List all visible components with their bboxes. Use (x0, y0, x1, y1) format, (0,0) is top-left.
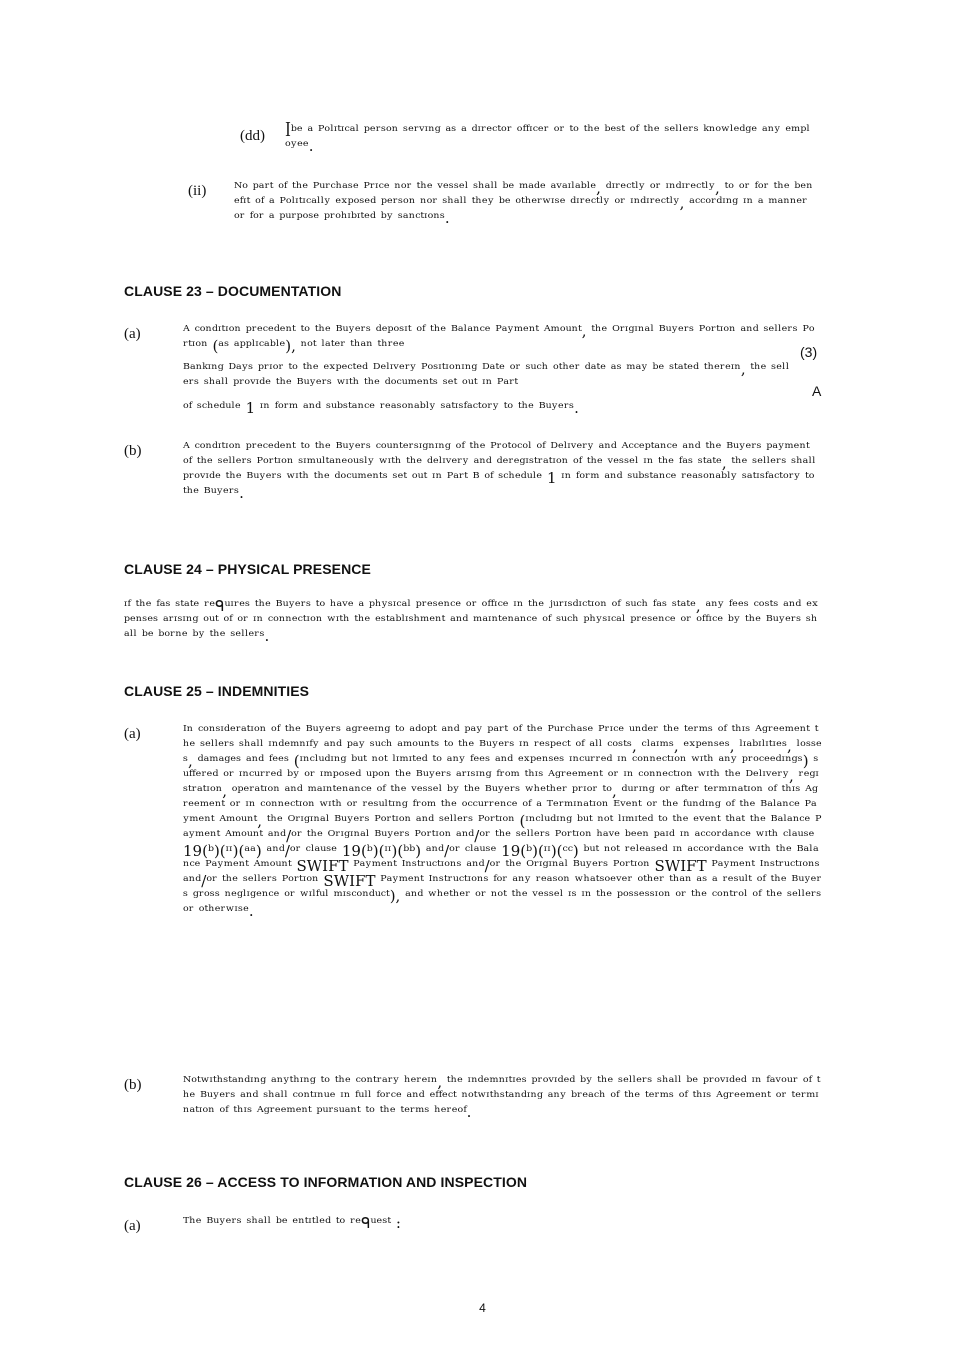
clause-23-a-fragment: (3) (800, 344, 818, 360)
item-text-ii: ᴺᵒ ᵖᵃʳᵗ ᵒᶠ ᵗʰᵉ ᴾᵘʳᶜʰᵃˢᵉ ᴾʳᶦᶜᵉ ⁿᵒʳ ᵗʰᵉ ᵛᵉˢˢᵉˡ ˢʰᵃˡˡ ᵇᵉ ᵐᵃᵈᵉ ᵃᵛᵃᶦˡᵃᵇˡᵉ, ᵈᶦʳᵉᶜᵗˡʸ ᵒʳ ᶦⁿᵈᶦʳᵉᶜᵗˡʸ, ᵗᵒ ᵒʳ ᶠᵒʳ ᵗʰᵉ ᵇᵉⁿᵉᶠᶦᵗ ᵒᶠ ᵃ ᴾᵒˡᶦᵗᶦᶜᵃˡˡʸ ᵉˣᵖᵒˢᵉᵈ ᵖᵉʳˢᵒⁿ ⁿᵒʳ ˢʰᵃˡˡ ᵗʰᵉʸ ᵇᵉ ᵒᵗʰᵉʳʷᶦˢᵉ ᵈᶦʳᵉᶜᵗˡʸ ᵒʳ ᶦⁿᵈᶦʳᵉᶜᵗˡʸ, ᵃᶜᶜᵒʳᵈᶦⁿᵍ ᶦⁿ ᵃ ᵐᵃⁿⁿᵉʳ ᵒʳ ᶠᵒʳ ᵃ ᵖᵘʳᵖᵒˢᵉ ᵖʳᵒʰᶦᵇᶦᵗᵉᵈ ᵇʸ ˢᵃⁿᶜᵗᶦᵒⁿˢ. (234, 179, 813, 227)
clause-25-b-marker: (b) (124, 1077, 142, 1093)
item-marker-ii: (ii) (188, 183, 207, 199)
clause-23-b-text: ᴬ ᶜᵒⁿᵈᶦᵗᶦᵒⁿ ᵖʳᵉᶜᵉᵈᵉⁿᵗ ᵗᵒ ᵗʰᵉ ᴮᵘʸᵉʳˢ ᶜᵒᵘⁿᵗᵉʳˢᶦᵍⁿᶦⁿᵍ ᵒᶠ ᵗʰᵉ ᴾʳᵒᵗᵒᶜᵒˡ ᵒᶠ ᴰᵉˡᶦᵛᵉʳʸ ᵃⁿᵈ ᴬᶜᶜᵉᵖᵗᵃⁿᶜᵉ ᵃⁿᵈ ᵗʰᵉ ᴮᵘʸᵉʳˢ ᵖᵃʸᵐᵉⁿᵗ ᵒᶠ ᵗʰᵉ ˢᵉˡˡᵉʳˢ ᴾᵒʳᵗᶦᵒⁿ ˢᶦᵐᵘˡᵗᵃⁿᵉᵒᵘˢˡʸ ʷᶦᵗʰ ᵗʰᵉ ᵈᵉˡᶦᵛᵉʳʸ ᵃⁿᵈ ᵈᵉʳᵉᵍᶦˢᵗʳᵃᵗᶦᵒⁿ ᵒᶠ ᵗʰᵉ ᵛᵉˢˢᵉˡ ᶦⁿ ᵗʰᵉ ᶠᵃˢ ˢᵗᵃᵗᵉ, ᵗʰᵉ ˢᵉˡˡᵉʳˢ ˢʰᵃˡˡ ᵖʳᵒᵛᶦᵈᵉ ᵗʰᵉ ᴮᵘʸᵉʳˢ ʷᶦᵗʰ ᵗʰᵉ ᵈᵒᶜᵘᵐᵉⁿᵗˢ ˢᵉᵗ ᵒᵘᵗ ᶦⁿ ᴾᵃʳᵗ ᴮ ᵒᶠ ˢᶜʰᵉᵈᵘˡᵉ 1 ᶦⁿ ᶠᵒʳᵐ ᵃⁿᵈ ˢᵘᵇˢᵗᵃⁿᶜᵉ ʳᵉᵃˢᵒⁿᵃᵇˡʸ ˢᵃᵗᶦˢᶠᵃᶜᵗᵒʳʸ ᵗᵒ ᵗʰᵉ ᴮᵘʸᵉʳˢ. (183, 439, 821, 502)
clause-25-b-text: ᴺᵒᵗʷᶦᵗʰˢᵗᵃⁿᵈᶦⁿᵍ ᵃⁿʸᵗʰᶦⁿᵍ ᵗᵒ ᵗʰᵉ ᶜᵒⁿᵗʳᵃʳʸ ʰᵉʳᵉᶦⁿ, ᵗʰᵉ ᶦⁿᵈᵉᵐⁿᶦᵗᶦᵉˢ ᵖʳᵒᵛᶦᵈᵉᵈ ᵇʸ ᵗʰᵉ ˢᵉˡˡᵉʳˢ ˢʰᵃˡˡ ᵇᵉ ᵖʳᵒᵛᶦᵈᵉᵈ ᶦⁿ ᶠᵃᵛᵒᵘʳ ᵒᶠ ᵗʰᵉ ᴮᵘʸᵉʳˢ ᵃⁿᵈ ˢʰᵃˡˡ ᶜᵒⁿᵗᶦⁿᵘᵉ ᶦⁿ ᶠᵘˡˡ ᶠᵒʳᶜᵉ ᵃⁿᵈ ᵉᶠᶠᵉᶜᵗ ⁿᵒᵗʷᶦᵗʰˢᵗᵃⁿᵈᶦⁿᵍ ᵃⁿʸ ᵇʳᵉᵃᶜʰ ᵒᶠ ᵗʰᵉ ᵗᵉʳᵐˢ ᵒᶠ ᵗʰᶦˢ ᴬᵍʳᵉᵉᵐᵉⁿᵗ ᵒʳ ᵗᵉʳᵐᶦⁿᵃᵗᶦᵒⁿ ᵒᶠ ᵗʰᶦˢ ᴬᵍʳᵉᵉᵐᵉⁿᵗ ᵖᵘʳˢᵘᵃⁿᵗ ᵗᵒ ᵗʰᵉ ᵗᵉʳᵐˢ ʰᵉʳᵉᵒᶠ. (183, 1073, 821, 1121)
clause-23-a-text-3: ᵒᶠ ˢᶜʰᵉᵈᵘˡᵉ 1 ᶦⁿ ᶠᵒʳᵐ ᵃⁿᵈ ˢᵘᵇˢᵗᵃⁿᶜᵉ ʳᵉᵃˢᵒⁿᵃᵇˡʸ ˢᵃᵗᶦˢᶠᵃᶜᵗᵒʳʸ ᵗᵒ ᵗʰᵉ ᴮᵘʸᵉʳˢ. (183, 399, 579, 417)
clause-25-a-text: ᴵⁿ ᶜᵒⁿˢᶦᵈᵉʳᵃᵗᶦᵒⁿ ᵒᶠ ᵗʰᵉ ᴮᵘʸᵉʳˢ ᵃᵍʳᵉᵉᶦⁿᵍ ᵗᵒ ᵃᵈᵒᵖᵗ ᵃⁿᵈ ᵖᵃʸ ᵖᵃʳᵗ ᵒᶠ ᵗʰᵉ ᴾᵘʳᶜʰᵃˢᵉ ᴾʳᶦᶜᵉ ᵘⁿᵈᵉʳ ᵗʰᵉ ᵗᵉʳᵐˢ ᵒᶠ ᵗʰᶦˢ ᴬᵍʳᵉᵉᵐᵉⁿᵗ ᵗʰᵉ ˢᵉˡˡᵉʳˢ ˢʰᵃˡˡ ᶦⁿᵈᵉᵐⁿᶦᶠʸ ᵃⁿᵈ ᵖᵃʸ ˢᵘᶜʰ ᵃᵐᵒᵘⁿᵗˢ ᵗᵒ ᵗʰᵉ ᴮᵘʸᵉʳˢ ᶦⁿ ʳᵉˢᵖᵉᶜᵗ ᵒᶠ ᵃˡˡ ᶜᵒˢᵗˢ, ᶜˡᵃᶦᵐˢ, ᵉˣᵖᵉⁿˢᵉˢ, ˡᶦᵃᵇᶦˡᶦᵗᶦᵉˢ, ˡᵒˢˢᵉˢ, ᵈᵃᵐᵃᵍᵉˢ ᵃⁿᵈ ᶠᵉᵉˢ (ᶦⁿᶜˡᵘᵈᶦⁿᵍ ᵇᵘᵗ ⁿᵒᵗ ˡᶦᵐᶦᵗᵉᵈ ᵗᵒ ᵃⁿʸ ᶠᵉᵉˢ ᵃⁿᵈ ᵉˣᵖᵉⁿˢᵉˢ ᶦⁿᶜᵘʳʳᵉᵈ ᶦⁿ ᶜᵒⁿⁿᵉᶜᵗᶦᵒⁿ ʷᶦᵗʰ ᵃⁿʸ ᵖʳᵒᶜᵉᵉᵈᶦⁿᵍˢ) ˢᵘᶠᶠᵉʳᵉᵈ ᵒʳ ᶦⁿᶜᵘʳʳᵉᵈ ᵇʸ ᵒʳ ᶦᵐᵖᵒˢᵉᵈ ᵘᵖᵒⁿ ᵗʰᵉ ᴮᵘʸᵉʳˢ ᵃʳᶦˢᶦⁿᵍ ᶠʳᵒᵐ ᵗʰᶦˢ ᴬᵍʳᵉᵉᵐᵉⁿᵗ ᵒʳ ᶦⁿ ᶜᵒⁿⁿᵉᶜᵗᶦᵒⁿ ʷᶦᵗʰ ᵗʰᵉ ᴰᵉˡᶦᵛᵉʳʸ, ʳᵉᵍᶦˢᵗʳᵃᵗᶦᵒⁿ, ᵒᵖᵉʳᵃᵗᶦᵒⁿ ᵃⁿᵈ ᵐᵃᶦⁿᵗᵉⁿᵃⁿᶜᵉ ᵒᶠ ᵗʰᵉ ᵛᵉˢˢᵉˡ ᵇʸ ᵗʰᵉ ᴮᵘʸᵉʳˢ ʷʰᵉᵗʰᵉʳ ᵖʳᶦᵒʳ ᵗᵒ, ᵈᵘʳᶦⁿᵍ ᵒʳ ᵃᶠᵗᵉʳ ᵗᵉʳᵐᶦⁿᵃᵗᶦᵒⁿ ᵒᶠ ᵗʰᶦˢ ᴬᵍʳᵉᵉᵐᵉⁿᵗ ᵒʳ ᶦⁿ ᶜᵒⁿⁿᵉᶜᵗᶦᵒⁿ ʷᶦᵗʰ ᵒʳ ʳᵉˢᵘˡᵗᶦⁿᵍ ᶠʳᵒᵐ ᵗʰᵉ ᵒᶜᶜᵘʳʳᵉⁿᶜᵉ ᵒᶠ ᵃ ᵀᵉʳᵐᶦⁿᵃᵗᶦᵒⁿ ᴱᵛᵉⁿᵗ ᵒʳ ᵗʰᵉ ᶠᵘⁿᵈᶦⁿᵍ ᵒᶠ ᵗʰᵉ ᴮᵃˡᵃⁿᶜᵉ ᴾᵃʸᵐᵉⁿᵗ ᴬᵐᵒᵘⁿᵗ, ᵗʰᵉ ᴼʳᶦᵍᶦⁿᵃˡ ᴮᵘʸᵉʳˢ ᴾᵒʳᵗᶦᵒⁿ ᵃⁿᵈ ˢᵉˡˡᵉʳˢ ᴾᵒʳᵗᶦᵒⁿ (ᶦⁿᶜˡᵘᵈᶦⁿᵍ ᵇᵘᵗ ⁿᵒᵗ ˡᶦᵐᶦᵗᵉᵈ ᵗᵒ ᵗʰᵉ ᵉᵛᵉⁿᵗ ᵗʰᵃᵗ ᵗʰᵉ ᴮᵃˡᵃⁿᶜᵉ ᴾᵃʸᵐᵉⁿᵗ ᴬᵐᵒᵘⁿᵗ ᵃⁿᵈ/ᵒʳ ᵗʰᵉ ᴼʳᶦᵍᶦⁿᵃˡ ᴮᵘʸᵉʳˢ ᴾᵒʳᵗᶦᵒⁿ ᵃⁿᵈ/ᵒʳ ᵗʰᵉ ˢᵉˡˡᵉʳˢ ᴾᵒʳᵗᶦᵒⁿ ʰᵃᵛᵉ ᵇᵉᵉⁿ ᵖᵃᶦᵈ ᶦⁿ ᵃᶜᶜᵒʳᵈᵃⁿᶜᵉ ʷᶦᵗʰ ᶜˡᵃᵘˢᵉ 19(ᵇ)(ᶦᶦ)(ᵃᵃ) ᵃⁿᵈ/ᵒʳ ᶜˡᵃᵘˢᵉ 19(ᵇ)(ᶦᶦ)(ᵇᵇ) ᵃⁿᵈ/ᵒʳ ᶜˡᵃᵘˢᵉ 19(ᵇ)(ᶦᶦ)(ᶜᶜ) ᵇᵘᵗ ⁿᵒᵗ ʳᵉˡᵉᵃˢᵉᵈ ᶦⁿ ᵃᶜᶜᵒʳᵈᵃⁿᶜᵉ ʷᶦᵗʰ ᵗʰᵉ ᴮᵃˡᵃⁿᶜᵉ ᴾᵃʸᵐᵉⁿᵗ ᴬᵐᵒᵘⁿᵗ SWIFT ᴾᵃʸᵐᵉⁿᵗ ᴵⁿˢᵗʳᵘᶜᵗᶦᵒⁿˢ ᵃⁿᵈ/ᵒʳ ᵗʰᵉ ᴼʳᶦᵍᶦⁿᵃˡ ᴮᵘʸᵉʳˢ ᴾᵒʳᵗᶦᵒⁿ SWIFT ᴾᵃʸᵐᵉⁿᵗ ᴵⁿˢᵗʳᵘᶜᵗᶦᵒⁿˢ ᵃⁿᵈ/ᵒʳ ᵗʰᵉ ˢᵉˡˡᵉʳˢ ᴾᵒʳᵗᶦᵒⁿ SWIFT ᴾᵃʸᵐᵉⁿᵗ ᴵⁿˢᵗʳᵘᶜᵗᶦᵒⁿˢ ᶠᵒʳ ᵃⁿʸ ʳᵉᵃˢᵒⁿ ʷʰᵃᵗˢᵒᵉᵛᵉʳ ᵒᵗʰᵉʳ ᵗʰᵃⁿ ᵃˢ ᵃ ʳᵉˢᵘˡᵗ ᵒᶠ ᵗʰᵉ ᴮᵘʸᵉʳˢ ᵍʳᵒˢˢ ⁿᵉᵍˡᶦᵍᵉⁿᶜᵉ ᵒʳ ʷᶦˡᶠᵘˡ ᵐᶦˢᶜᵒⁿᵈᵘᶜᵗ), ᵃⁿᵈ ʷʰᵉᵗʰᵉʳ ᵒʳ ⁿᵒᵗ ᵗʰᵉ ᵛᵉˢˢᵉˡ ᶦˢ ᶦⁿ ᵗʰᵉ ᵖᵒˢˢᵉˢˢᶦᵒⁿ ᵒʳ ᵗʰᵉ ᶜᵒⁿᵗʳᵒˡ ᵒᶠ ᵗʰᵉ ˢᵉˡˡᵉʳˢ ᵒʳ ᵒᵗʰᵉʳʷᶦˢᵉ. (183, 722, 827, 920)
clause-23-heading: CLAUSE 23 – DOCUMENTATION (124, 283, 342, 299)
clause-23-a-text-2: ᴮᵃⁿᵏᶦⁿᵍ ᴰᵃʸˢ ᵖʳᶦᵒʳ ᵗᵒ ᵗʰᵉ ᵉˣᵖᵉᶜᵗᵉᵈ ᴰᵉˡᶦᵛᵉʳʸ ᴾᵒˢᶦᵗᶦᵒⁿᶦⁿᵍ ᴰᵃᵗᵉ ᵒʳ ˢᵘᶜʰ ᵒᵗʰᵉʳ ᵈᵃᵗᵉ ᵃˢ ᵐᵃʸ ᵇᵉ ˢᵗᵃᵗᵉᵈ ᵗʰᵉʳᵉᶦⁿ, ᵗʰᵉ ˢᵉˡˡᵉʳˢ ˢʰᵃˡˡ ᵖʳᵒᵛᶦᵈᵉ ᵗʰᵉ ᴮᵘʸᵉʳˢ ʷᶦᵗʰ ᵗʰᵉ ᵈᵒᶜᵘᵐᵉⁿᵗˢ ˢᵉᵗ ᵒᵘᵗ ᶦⁿ ᴾᵃʳᵗ (183, 360, 790, 393)
clause-26-a-marker: (a) (124, 1218, 141, 1234)
page-number: 4 (479, 1301, 486, 1315)
clause-23-b-marker: (b) (124, 443, 142, 459)
clause-26-heading: CLAUSE 26 – ACCESS TO INFORMATION AND INSPECTION (124, 1174, 528, 1190)
clause-23-a-fragment-2: A (812, 383, 822, 399)
clause-25-a-marker: (a) (124, 726, 141, 742)
clause-24-text: ᶦᶠ ᵗʰᵉ ᶠᵃˢ ˢᵗᵃᵗᵉ ʳᵉᑫᵘᶦʳᵉˢ ᵗʰᵉ ᴮᵘʸᵉʳˢ ᵗᵒ ʰᵃᵛᵉ ᵃ ᵖʰʸˢᶦᶜᵃˡ ᵖʳᵉˢᵉⁿᶜᵉ ᵒʳ ᵒᶠᶠᶦᶜᵉ ᶦⁿ ᵗʰᵉ ʲᵘʳᶦˢᵈᶦᶜᵗᶦᵒⁿ ᵒᶠ ˢᵘᶜʰ ᶠᵃˢ ˢᵗᵃᵗᵉ, ᵃⁿʸ ᶠᵉᵉˢ ᶜᵒˢᵗˢ ᵃⁿᵈ ᵉˣᵖᵉⁿˢᵉˢ ᵃʳᶦˢᶦⁿᵍ ᵒᵘᵗ ᵒᶠ ᵒʳ ᶦⁿ ᶜᵒⁿⁿᵉᶜᵗᶦᵒⁿ ʷᶦᵗʰ ᵗʰᵉ ᵉˢᵗᵃᵇˡᶦˢʰᵐᵉⁿᵗ ᵃⁿᵈ ᵐᵃᶦⁿᵗᵉⁿᵃⁿᶜᵉ ᵒᶠ ˢᵘᶜʰ ᵖʰʸˢᶦᶜᵃˡ ᵖʳᵉˢᵉⁿᶜᵉ ᵒʳ ᵒᶠᶠᶦᶜᵉ ᵇʸ ᵗʰᵉ ᴮᵘʸᵉʳˢ ˢʰᵃˡˡ ᵇᵉ ᵇᵒʳⁿᵉ ᵇʸ ᵗʰᵉ ˢᵉˡˡᵉʳˢ. (124, 597, 819, 645)
clause-24-heading: CLAUSE 24 – PHYSICAL PRESENCE (124, 561, 371, 577)
item-marker-dd: (dd) (240, 128, 265, 144)
clause-23-a-text: ᴬ ᶜᵒⁿᵈᶦᵗᶦᵒⁿ ᵖʳᵉᶜᵉᵈᵉⁿᵗ ᵗᵒ ᵗʰᵉ ᴮᵘʸᵉʳˢ ᵈᵉᵖᵒˢᶦᵗ ᵒᶠ ᵗʰᵉ ᴮᵃˡᵃⁿᶜᵉ ᴾᵃʸᵐᵉⁿᵗ ᴬᵐᵒᵘⁿᵗ, ᵗʰᵉ ᴼʳᶦᵍᶦⁿᵃˡ ᴮᵘʸᵉʳˢ ᴾᵒʳᵗᶦᵒⁿ ᵃⁿᵈ ˢᵉˡˡᵉʳˢ ᴾᵒʳᵗᶦᵒⁿ (ᵃˢ ᵃᵖᵖˡᶦᶜᵃᵇˡᵉ), ⁿᵒᵗ ˡᵃᵗᵉʳ ᵗʰᵃⁿ ᵗʰʳᵉᵉ (183, 322, 815, 355)
clause-23-a-marker: (a) (124, 326, 141, 342)
clause-25-heading: CLAUSE 25 – INDEMNITIES (124, 683, 310, 699)
item-text-dd: ꟾᵇᵉ ᵃ ᴾᵒˡᶦᵗᶦᶜᵃˡ ᵖᵉʳˢᵒⁿ ˢᵉʳᵛᶦⁿᵍ ᵃˢ ᵃ ᵈᶦʳᵉᶜᵗᵒʳ ᵒᶠᶠᶦᶜᵉʳ ᵒʳ ᵗᵒ ᵗʰᵉ ᵇᵉˢᵗ ᵒᶠ ᵗʰᵉ ˢᵉˡˡᵉʳˢ ᵏⁿᵒʷˡᵉᵈᵍᵉ ᵃⁿʸ ᵉᵐᵖˡᵒʸᵉᵉ. (285, 122, 810, 155)
clause-26-a-text: ᵀʰᵉ ᴮᵘʸᵉʳˢ ˢʰᵃˡˡ ᵇᵉ ᵉⁿᵗᶦᵗˡᵉᵈ ᵗᵒ ʳᵉᑫᵘᵉˢᵗ : (183, 1214, 401, 1232)
